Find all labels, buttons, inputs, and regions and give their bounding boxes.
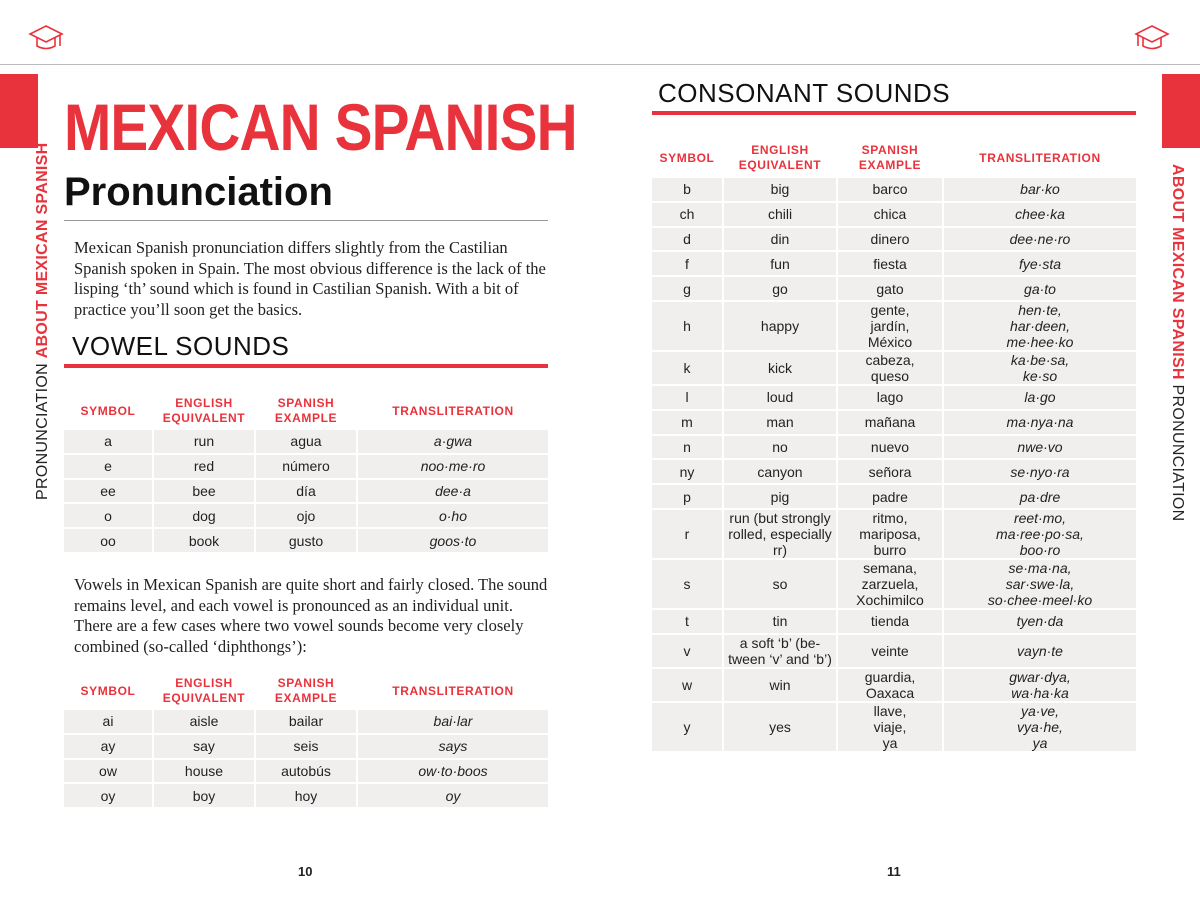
transliteration-cell: ma·nya·na	[944, 411, 1136, 434]
symbol-cell: s	[652, 560, 722, 608]
diphthong-table	[62, 672, 550, 809]
transliteration-cell: oy	[358, 784, 548, 807]
symbol-cell: ee	[64, 480, 152, 503]
section-tab-left	[0, 74, 38, 148]
english-cell: chili	[724, 203, 836, 226]
table-row	[64, 430, 548, 453]
table-row	[64, 455, 548, 478]
english-cell: big	[724, 178, 836, 201]
table-header-row	[64, 674, 548, 708]
transliteration-cell: se·ma·na, sar·swe·la, so·chee·meel·ko	[944, 560, 1136, 608]
spanish-cell: tienda	[838, 610, 942, 633]
spanish-cell: ritmo, mariposa, burro	[838, 510, 942, 558]
english-cell: boy	[154, 784, 254, 807]
side-label-plain: PRONUNCIATION	[34, 363, 51, 500]
symbol-cell: ch	[652, 203, 722, 226]
column-header-transliteration: TRANSLITERATION	[392, 683, 514, 698]
table-row	[652, 460, 1136, 483]
transliteration-cell: la·go	[944, 386, 1136, 409]
symbol-cell: t	[652, 610, 722, 633]
english-cell: tin	[724, 610, 836, 633]
symbol-cell: k	[652, 352, 722, 384]
table-row	[652, 485, 1136, 508]
spanish-cell: ojo	[256, 504, 356, 527]
english-cell: man	[724, 411, 836, 434]
spanish-cell: bailar	[256, 710, 356, 733]
table-row	[64, 784, 548, 807]
table-row	[652, 510, 1136, 558]
symbol-cell: ai	[64, 710, 152, 733]
english-cell: canyon	[724, 460, 836, 483]
symbol-cell: m	[652, 411, 722, 434]
page-number-right: 11	[887, 864, 901, 879]
symbol-cell: e	[64, 455, 152, 478]
transliteration-cell: nwe·vo	[944, 436, 1136, 459]
spanish-cell: agua	[256, 430, 356, 453]
symbol-cell: l	[652, 386, 722, 409]
column-header-symbol: SYMBOL	[80, 403, 136, 418]
table-header-row	[652, 140, 1136, 176]
transliteration-cell: chee·ka	[944, 203, 1136, 226]
spanish-cell: llave, viaje, ya	[838, 703, 942, 751]
english-cell: go	[724, 277, 836, 300]
symbol-cell: ay	[64, 735, 152, 758]
column-header-symbol: SYMBOL	[80, 683, 136, 698]
spanish-cell: barco	[838, 178, 942, 201]
symbol-cell: y	[652, 703, 722, 751]
table-row	[64, 710, 548, 733]
transliteration-cell: fye·sta	[944, 252, 1136, 275]
transliteration-cell: goos·to	[358, 529, 548, 552]
english-cell: kick	[724, 352, 836, 384]
symbol-cell: v	[652, 635, 722, 667]
spanish-cell: lago	[838, 386, 942, 409]
transliteration-cell: dee·ne·ro	[944, 228, 1136, 251]
table-row	[652, 669, 1136, 701]
page-subtitle: Pronunciation	[64, 170, 333, 214]
spanish-cell: cabeza, queso	[838, 352, 942, 384]
table-row	[64, 735, 548, 758]
transliteration-cell: pa·dre	[944, 485, 1136, 508]
transliteration-cell: ga·to	[944, 277, 1136, 300]
spanish-cell: hoy	[256, 784, 356, 807]
table-row	[652, 302, 1136, 350]
english-cell: book	[154, 529, 254, 552]
transliteration-cell: says	[358, 735, 548, 758]
table-row	[652, 386, 1136, 409]
english-cell: a soft ‘b’ (be- tween ‘v’ and ‘b’)	[724, 635, 836, 667]
spanish-cell: número	[256, 455, 356, 478]
transliteration-cell: vayn·te	[944, 635, 1136, 667]
intro-paragraph: Mexican Spanish pronunciation differs slightly from the Castilian Spanish spoken in Spain. The most obvious difference is the lack of the lisping ‘th’ sound which is found in Castilian Spanish. With a bit of practice you’ll soon get the basics.	[74, 238, 546, 319]
title-divider	[64, 220, 548, 221]
symbol-cell: d	[652, 228, 722, 251]
vowel-heading-rule	[64, 364, 548, 368]
english-cell: win	[724, 669, 836, 701]
table-row	[64, 760, 548, 783]
transliteration-cell: noo·me·ro	[358, 455, 548, 478]
symbol-cell: b	[652, 178, 722, 201]
consonant-sounds-table	[650, 138, 1138, 753]
column-header-english: ENGLISH EQUIVALENT	[162, 676, 246, 705]
spanish-cell: seis	[256, 735, 356, 758]
transliteration-cell: ow·to·boos	[358, 760, 548, 783]
table-row	[64, 480, 548, 503]
table-row	[652, 352, 1136, 384]
spanish-cell: día	[256, 480, 356, 503]
side-label-right	[1168, 164, 1186, 522]
transliteration-cell: a·gwa	[358, 430, 548, 453]
symbol-cell: f	[652, 252, 722, 275]
transliteration-cell: dee·a	[358, 480, 548, 503]
column-header-spanish: SPANISH EXAMPLE	[274, 396, 338, 425]
symbol-cell: ow	[64, 760, 152, 783]
spanish-cell: guardia, Oaxaca	[838, 669, 942, 701]
table-header-row	[64, 394, 548, 428]
english-cell: run	[154, 430, 254, 453]
consonant-sounds-heading: CONSONANT SOUNDS	[658, 78, 951, 108]
transliteration-cell: gwar·dya, wa·ha·ka	[944, 669, 1136, 701]
symbol-cell: p	[652, 485, 722, 508]
vowel-sounds-heading: VOWEL SOUNDS	[72, 331, 290, 361]
english-cell: no	[724, 436, 836, 459]
english-cell: house	[154, 760, 254, 783]
section-tab-right	[1162, 74, 1200, 148]
table-row	[64, 504, 548, 527]
column-header-spanish: SPANISH EXAMPLE	[274, 676, 338, 705]
english-cell: din	[724, 228, 836, 251]
english-cell: yes	[724, 703, 836, 751]
symbol-cell: r	[652, 510, 722, 558]
spanish-cell: nuevo	[838, 436, 942, 459]
transliteration-cell: ka·be·sa, ke·so	[944, 352, 1136, 384]
table-row	[652, 436, 1136, 459]
table-row	[652, 560, 1136, 608]
symbol-cell: oy	[64, 784, 152, 807]
transliteration-cell: hen·te, har·deen, me·hee·ko	[944, 302, 1136, 350]
spanish-cell: chica	[838, 203, 942, 226]
english-cell: loud	[724, 386, 836, 409]
side-label-left	[34, 143, 52, 501]
side-label-highlight: ABOUT MEXICAN SPANISH	[1169, 164, 1186, 380]
table-row	[652, 411, 1136, 434]
symbol-cell: h	[652, 302, 722, 350]
table-row	[652, 252, 1136, 275]
english-cell: say	[154, 735, 254, 758]
table-row	[652, 203, 1136, 226]
column-header-spanish: SPANISH EXAMPLE	[858, 143, 922, 172]
english-cell: pig	[724, 485, 836, 508]
table-row	[652, 178, 1136, 201]
english-cell: bee	[154, 480, 254, 503]
column-header-english: ENGLISH EQUIVALENT	[738, 143, 822, 172]
spanish-cell: mañana	[838, 411, 942, 434]
symbol-cell: o	[64, 504, 152, 527]
spanish-cell: gato	[838, 277, 942, 300]
spanish-cell: veinte	[838, 635, 942, 667]
table-row	[652, 610, 1136, 633]
side-label-highlight: ABOUT MEXICAN SPANISH	[34, 142, 51, 359]
table-row	[652, 703, 1136, 751]
spanish-cell: gusto	[256, 529, 356, 552]
spanish-cell: dinero	[838, 228, 942, 251]
diphthong-paragraph: Vowels in Mexican Spanish are quite short and fairly closed. The sound remains level, and each vowel is pronounced as an individual unit. There are a few cases where two vowel sounds become very closely combined (so-called ‘diphthongs’):	[74, 575, 548, 656]
page-title: MEXICAN SPANISH	[64, 90, 577, 164]
english-cell: so	[724, 560, 836, 608]
english-cell: fun	[724, 252, 836, 275]
transliteration-cell: ya·ve, vya·he, ya	[944, 703, 1136, 751]
graduation-cap-icon	[1134, 22, 1170, 56]
english-cell: red	[154, 455, 254, 478]
column-header-transliteration: TRANSLITERATION	[979, 150, 1101, 165]
table-row	[652, 277, 1136, 300]
symbol-cell: a	[64, 430, 152, 453]
spanish-cell: gente, jardín, México	[838, 302, 942, 350]
transliteration-cell: se·nyo·ra	[944, 460, 1136, 483]
spanish-cell: semana, zarzuela, Xochimilco	[838, 560, 942, 608]
column-header-symbol: SYMBOL	[659, 150, 715, 165]
page-number-left: 10	[298, 864, 313, 879]
table-row	[64, 529, 548, 552]
table-row	[652, 635, 1136, 667]
vowel-sounds-table	[62, 392, 550, 554]
column-header-english: ENGLISH EQUIVALENT	[162, 396, 246, 425]
symbol-cell: w	[652, 669, 722, 701]
english-cell: happy	[724, 302, 836, 350]
english-cell: dog	[154, 504, 254, 527]
english-cell: aisle	[154, 710, 254, 733]
transliteration-cell: bar·ko	[944, 178, 1136, 201]
header-rule	[0, 64, 1200, 65]
symbol-cell: n	[652, 436, 722, 459]
spanish-cell: autobús	[256, 760, 356, 783]
english-cell: run (but strongly rolled, especially rr)	[724, 510, 836, 558]
transliteration-cell: o·ho	[358, 504, 548, 527]
consonant-heading-rule	[652, 111, 1136, 115]
spanish-cell: padre	[838, 485, 942, 508]
table-row	[652, 228, 1136, 251]
transliteration-cell: tyen·da	[944, 610, 1136, 633]
transliteration-cell: reet·mo, ma·ree·po·sa, boo·ro	[944, 510, 1136, 558]
symbol-cell: ny	[652, 460, 722, 483]
graduation-cap-icon	[28, 22, 64, 56]
spanish-cell: señora	[838, 460, 942, 483]
side-label-plain: PRONUNCIATION	[1169, 384, 1186, 522]
column-header-transliteration: TRANSLITERATION	[392, 403, 514, 418]
symbol-cell: g	[652, 277, 722, 300]
spanish-cell: fiesta	[838, 252, 942, 275]
transliteration-cell: bai·lar	[358, 710, 548, 733]
symbol-cell: oo	[64, 529, 152, 552]
